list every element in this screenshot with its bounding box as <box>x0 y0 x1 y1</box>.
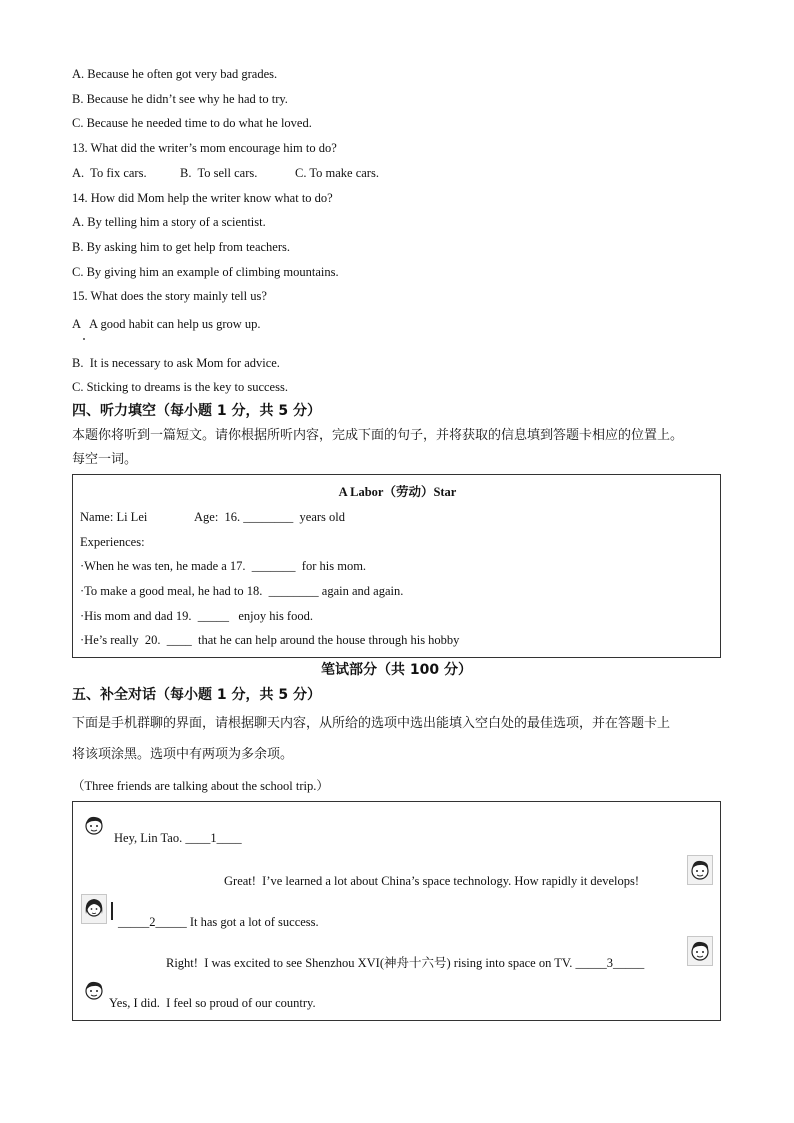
q12-option-c: C. Because he needed time to do what he loved. <box>72 116 312 130</box>
q14-option-b: B. By asking him to get help from teachers. <box>72 240 291 254</box>
chat-box <box>72 801 721 1021</box>
section4-heading: 四、听力填空（每小题 1 分，共 5 分） <box>72 403 321 419</box>
listening-line-18: ·To make a good meal, he had to 18. ________ again and again. <box>80 584 404 598</box>
section5-instructions-1: 下面是手机群聊的界面，请根据聊天内容，从所给的选项中选出能填入空白处的最佳选项，并在答题卡上 <box>72 716 671 731</box>
q14-option-c: C. By giving him an example of climbing mountains. <box>72 265 339 279</box>
chat-message-2: Great! I’ve learned a lot about China’s space technology. How rapidly it develops! <box>224 874 640 888</box>
q12-option-b: B. Because he didn’t see why he had to try. <box>72 92 288 106</box>
lin-tao-avatar-icon <box>687 855 713 885</box>
q15-option-a: A A good habit can help us grow up. <box>72 317 261 331</box>
friend-avatar-icon <box>82 813 106 837</box>
q15-stem: 15. What does the story mainly tell us? <box>72 289 267 303</box>
q14-stem: 14. How did Mom help the writer know what to do? <box>72 191 333 205</box>
listening-experiences-label: Experiences: <box>80 535 145 549</box>
chat-message-1: Hey, Lin Tao. ____1____ <box>114 831 242 845</box>
q13-stem: 13. What did the writer’s mom encourage him to do? <box>72 141 337 155</box>
girl-avatar-icon <box>81 894 107 924</box>
listening-line-17: ·When he was ten, he made a 17. _______ for his mom. <box>80 559 367 573</box>
cursor-bar <box>111 902 113 920</box>
q14-option-a: A. By telling him a story of a scientist. <box>72 215 266 229</box>
listening-age: Age: 16. ________ years old <box>194 510 346 524</box>
listening-line-19: ·His mom and dad 19. _____ enjoy his food. <box>80 609 313 623</box>
section5-heading: 五、补全对话（每小题 1 分，共 5 分） <box>72 687 321 703</box>
section4-instructions-2: 每空一词。 <box>72 452 138 467</box>
listening-box-title: A Labor（劳动）Star <box>338 485 457 499</box>
chat-message-5: Yes, I did. I feel so proud of our country. <box>109 996 316 1010</box>
chat-message-3: _____2_____ It has got a lot of success. <box>118 915 319 929</box>
q13-option-b: B. To sell cars. <box>180 166 258 180</box>
q15-option-c: C. Sticking to dreams is the key to success. <box>72 380 288 394</box>
section4-instructions-1: 本题你将听到一篇短文。请你根据所听内容，完成下面的句子，并将获取的信息填到答题卡相应的位置上。 <box>72 428 684 443</box>
q12-option-a: A. Because he often got very bad grades. <box>72 67 278 81</box>
section5-instructions-2: 将该项涂黑。选项中有两项为多余项。 <box>72 747 294 762</box>
listening-name: Name: Li Lei <box>80 510 148 524</box>
lin-tao-avatar-icon-2 <box>687 936 713 966</box>
q13-option-a: A. To fix cars. <box>72 166 147 180</box>
written-part-title: 笔试部分（共 100 分） <box>321 662 472 678</box>
section5-context: （Three friends are talking about the school trip.） <box>72 779 329 793</box>
stray-dot <box>83 338 85 340</box>
chat-message-4: Right! I was excited to see Shenzhou XVI(神舟十六号) rising into space on TV. _____3_____ <box>166 956 645 970</box>
q13-option-c: C. To make cars. <box>295 166 379 180</box>
q15-option-b: B. It is necessary to ask Mom for advice. <box>72 356 280 370</box>
listening-box <box>72 474 721 658</box>
friend-avatar-icon-2 <box>82 978 106 1002</box>
listening-line-20: ·He’s really 20. ____ that he can help around the house through his hobby <box>80 633 460 647</box>
